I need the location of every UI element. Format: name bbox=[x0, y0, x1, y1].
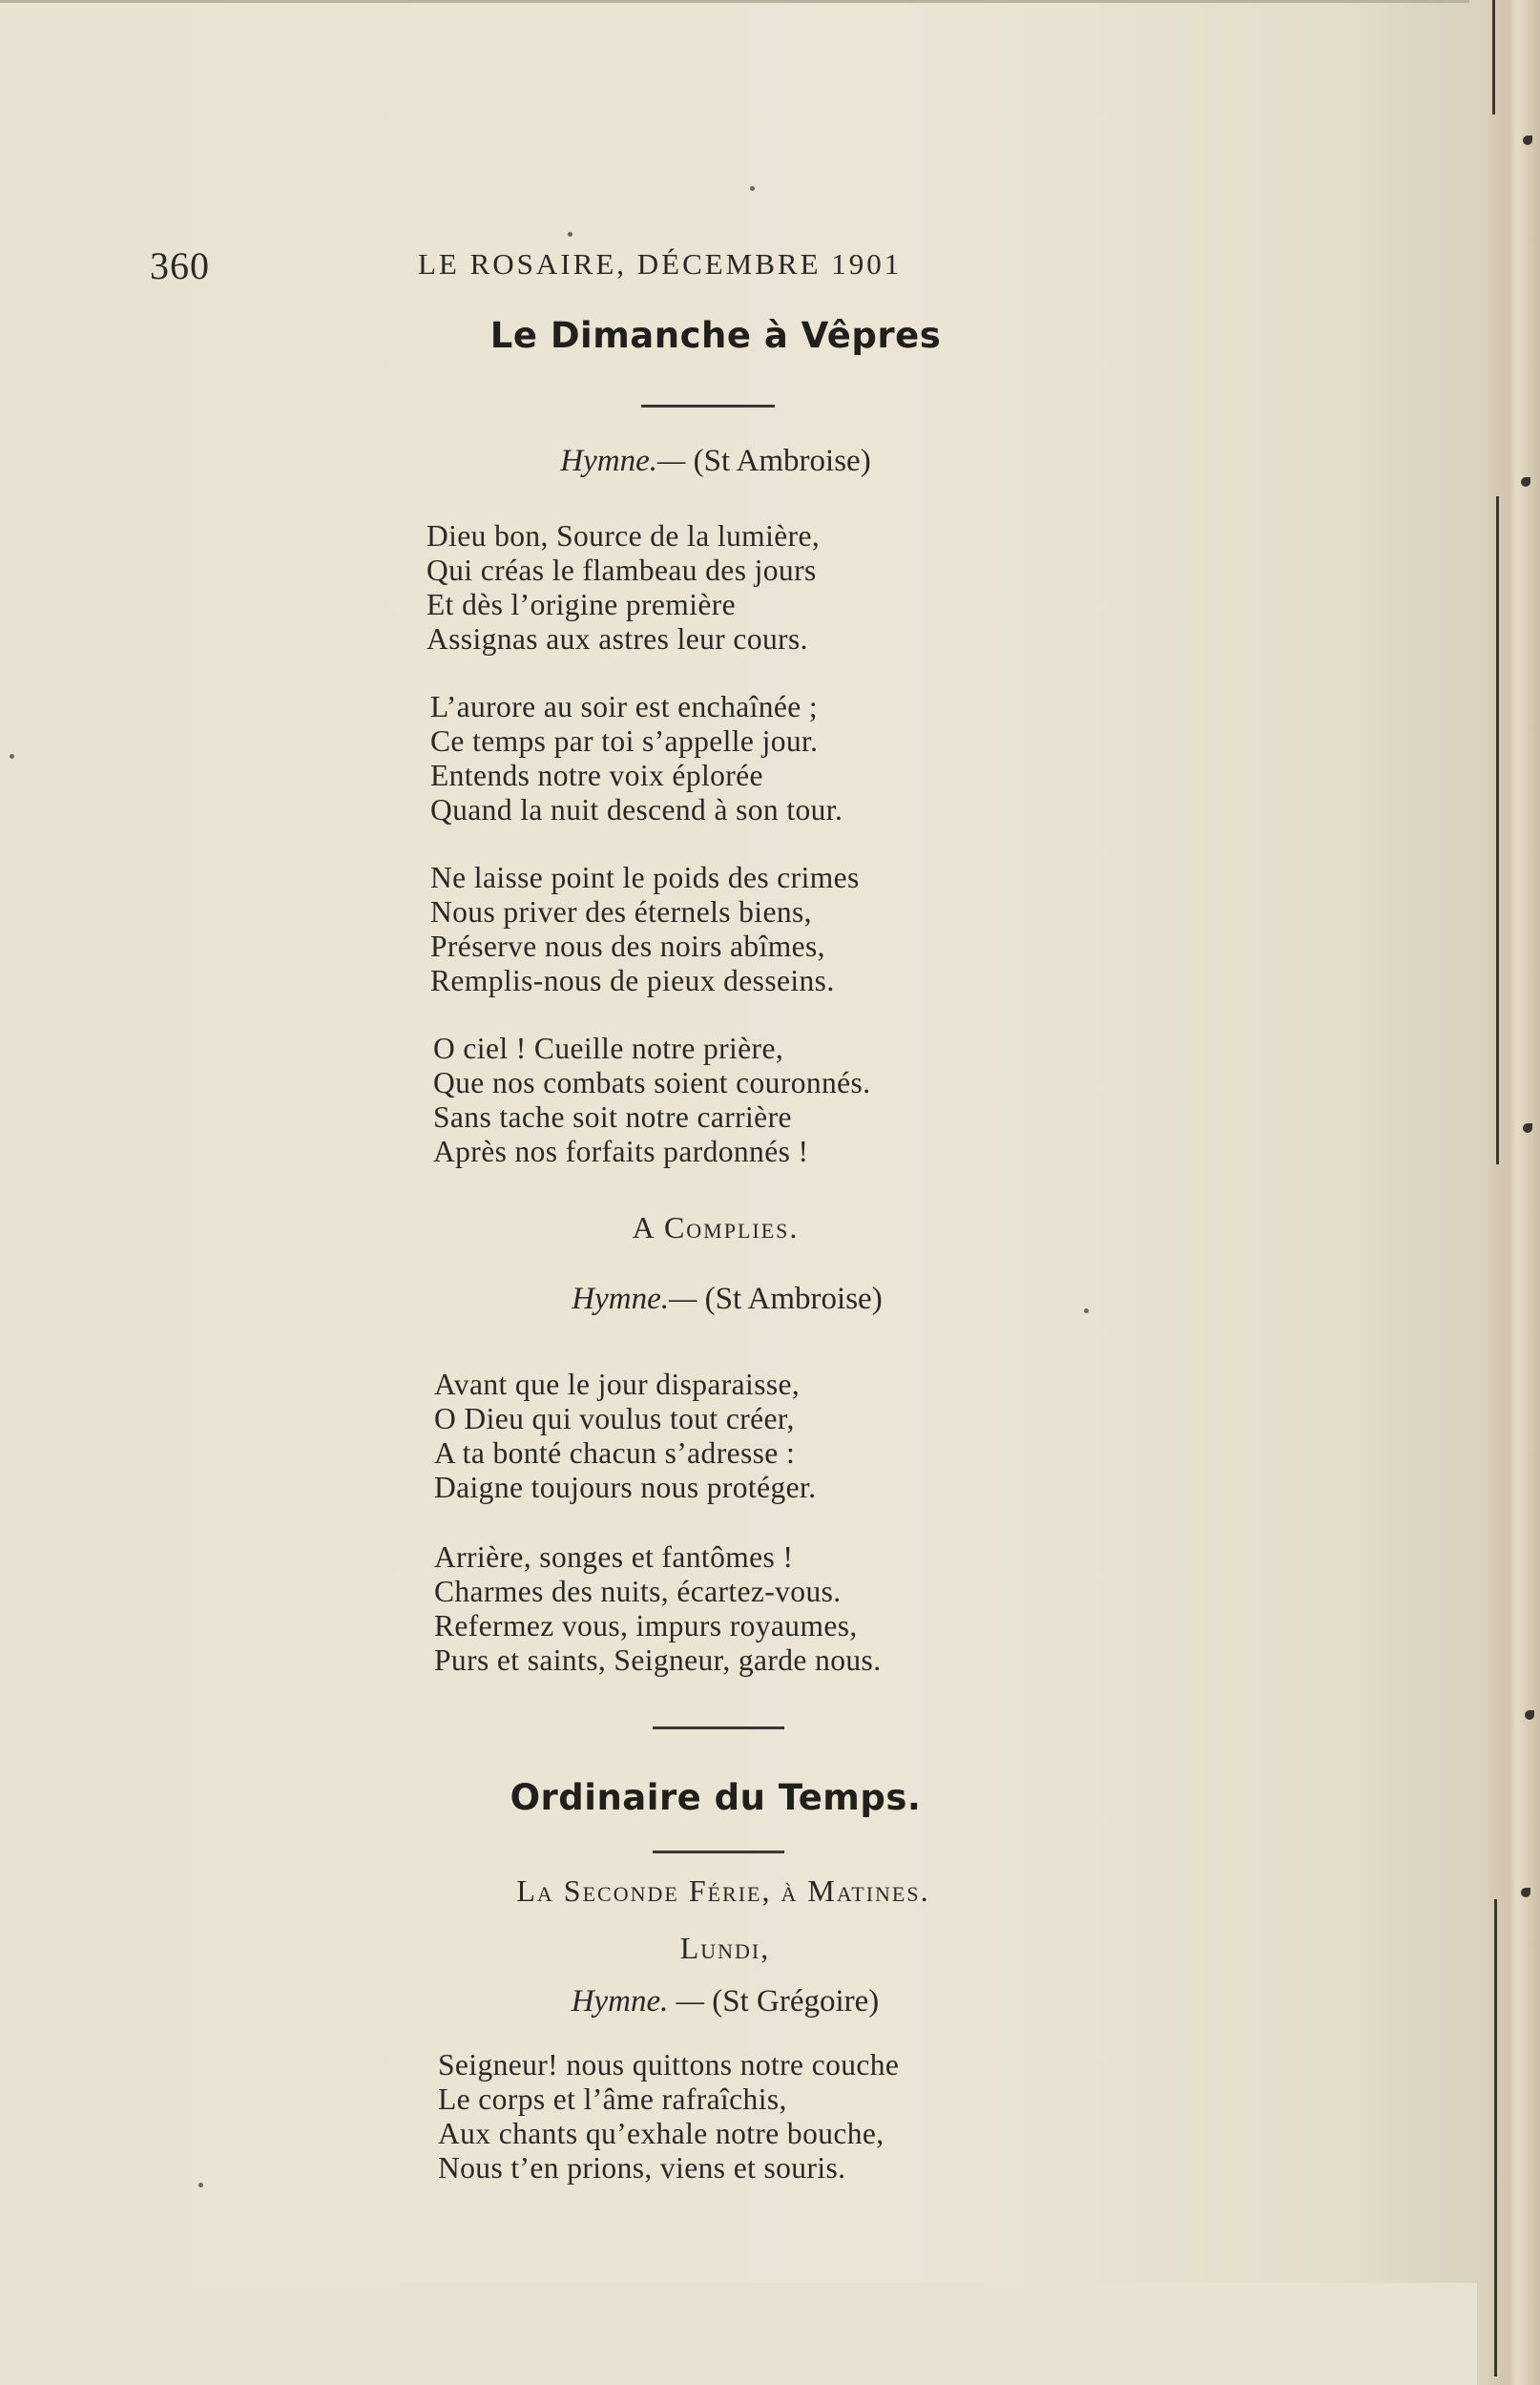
stanza-complies-2 bbox=[434, 1540, 881, 1678]
paper-speck bbox=[568, 232, 572, 237]
verse-line: Nous priver des éternels biens, bbox=[430, 895, 812, 929]
edge-notch bbox=[1523, 136, 1532, 145]
stanza-vepres-2 bbox=[430, 690, 843, 827]
page-number: 360 bbox=[150, 244, 210, 287]
verse-line: Purs et saints, Seigneur, garde nous. bbox=[434, 1643, 882, 1677]
title-divider bbox=[653, 1851, 784, 1853]
verse-line: Charmes des nuits, écartez-vous. bbox=[434, 1575, 842, 1608]
verse-line: Assignas aux astres leur cours. bbox=[427, 622, 808, 656]
verse-line: Ne laisse point le poids des crimes bbox=[430, 861, 860, 894]
running-title: LE ROSAIRE, DÉCEMBRE 1901 bbox=[418, 247, 903, 281]
verse-line: Dieu bon, Source de la lumière, bbox=[427, 519, 821, 553]
verse-line: L’aurore au soir est enchaînée ; bbox=[430, 690, 819, 723]
verse-line: Préserve nous des noirs abîmes, bbox=[430, 930, 825, 963]
verse-line: Aux chants qu’exhale notre bouche, bbox=[438, 2117, 884, 2150]
page-bottom-margin bbox=[84, 2283, 1477, 2385]
top-edge-line bbox=[0, 0, 1469, 3]
verse-line: Refermez vous, impurs royaumes, bbox=[434, 1609, 858, 1642]
verse-line: Le corps et l’âme rafraîchis, bbox=[438, 2082, 787, 2116]
section-title-ordinaire: Ordinaire du Temps. bbox=[510, 1777, 922, 1818]
verse-line: Arrière, songes et fantômes ! bbox=[434, 1540, 794, 1574]
hymn-label: Hymne. — bbox=[571, 1984, 705, 2019]
hymn-label: Hymne.— bbox=[572, 1282, 697, 1316]
hymn-author: (St Grégoire) bbox=[712, 1984, 880, 2019]
page-edge bbox=[1488, 0, 1540, 2385]
stanza-vepres-1 bbox=[427, 519, 820, 657]
verse-line: Quand la nuit descend à son tour. bbox=[430, 793, 843, 826]
paper-speck bbox=[750, 186, 755, 191]
hymn-heading-matines bbox=[10, 1984, 1441, 2019]
stanza-complies-1 bbox=[434, 1368, 816, 1505]
day-label: Lundi, bbox=[679, 1931, 771, 1965]
subtitle-matines: La Seconde Férie, à Matines. bbox=[516, 1873, 930, 1908]
edge-notch bbox=[1521, 477, 1530, 487]
verse-line: O ciel ! Cueille notre prière, bbox=[433, 1032, 784, 1065]
stanza-vepres-4 bbox=[433, 1032, 871, 1169]
section-divider bbox=[653, 1726, 784, 1729]
verse-line: Ce temps par toi s’appelle jour. bbox=[430, 724, 819, 758]
edge-notch bbox=[1523, 1123, 1532, 1133]
hymn-heading-complies bbox=[11, 1282, 1443, 1317]
verse-line: A ta bonté chacun s’adresse : bbox=[434, 1436, 796, 1470]
paper-speck bbox=[198, 2183, 203, 2187]
section-title-vepres: Le Dimanche à Vêpres bbox=[489, 315, 942, 356]
paper-speck bbox=[1084, 1308, 1089, 1313]
subtitle-complies: A Complies. bbox=[632, 1210, 800, 1245]
hymn-author: (St Ambroise) bbox=[693, 444, 871, 478]
edge-shadow bbox=[1496, 496, 1499, 1164]
hymn-label: Hymne.— bbox=[560, 444, 686, 478]
stanza-vepres-3 bbox=[430, 861, 860, 998]
verse-line: Après nos forfaits pardonnés ! bbox=[433, 1135, 809, 1168]
verse-line: Et dès l’origine première bbox=[427, 588, 737, 621]
page-header bbox=[0, 243, 1488, 291]
verse-line: Avant que le jour disparaisse, bbox=[434, 1368, 801, 1401]
hymn-author: (St Ambroise) bbox=[704, 1282, 883, 1316]
edge-notch bbox=[1525, 1710, 1534, 1720]
verse-line: Que nos combats soient couronnés. bbox=[433, 1066, 871, 1099]
stanza-matines-1 bbox=[438, 2048, 899, 2186]
verse-line: Daigne toujours nous protéger. bbox=[434, 1471, 817, 1504]
verse-line: Nous t’en prions, viens et souris. bbox=[438, 2151, 846, 2185]
edge-shadow bbox=[1494, 1899, 1497, 2376]
paper-speck bbox=[10, 754, 14, 759]
edge-notch bbox=[1521, 1888, 1530, 1897]
verse-line: Seigneur! nous quittons notre couche bbox=[438, 2048, 900, 2082]
verse-line: Entends notre voix éplorée bbox=[430, 759, 763, 792]
hymn-heading-vepres bbox=[0, 444, 1431, 479]
edge-shadow bbox=[1492, 0, 1495, 115]
verse-line: Sans tache soit notre carrière bbox=[433, 1100, 792, 1134]
title-divider bbox=[641, 405, 775, 408]
verse-line: Qui créas le flambeau des jours bbox=[427, 554, 817, 587]
verse-line: Remplis-nous de pieux desseins. bbox=[430, 964, 835, 997]
verse-line: O Dieu qui voulus tout créer, bbox=[434, 1402, 795, 1435]
